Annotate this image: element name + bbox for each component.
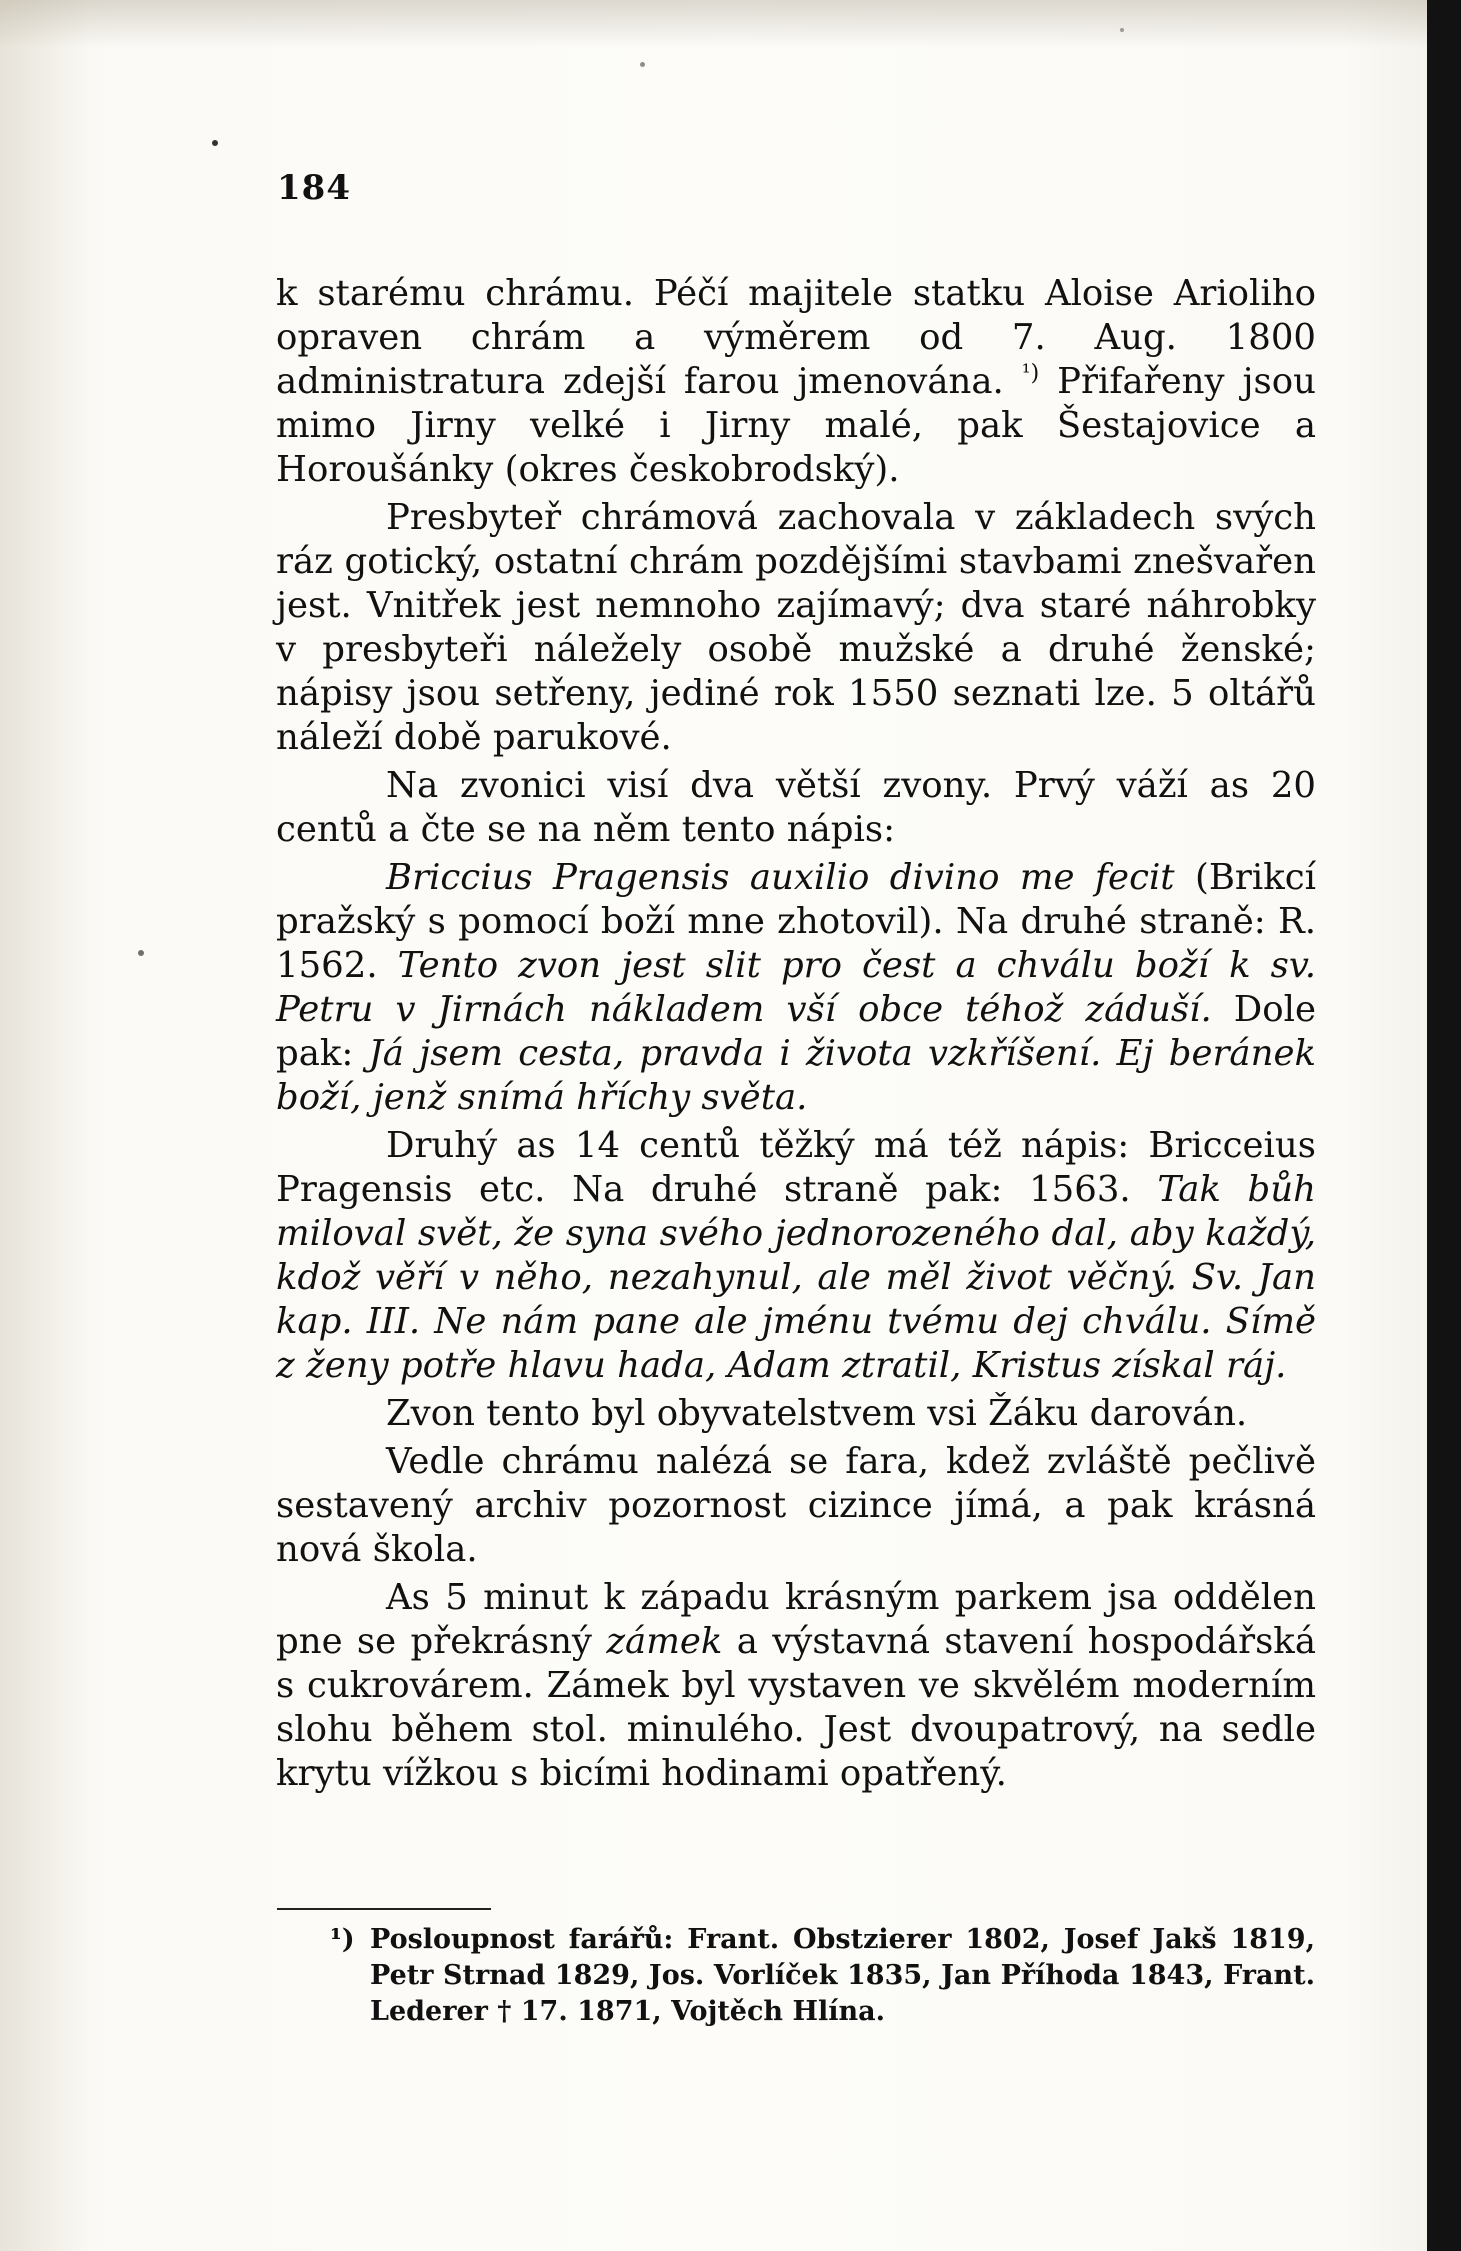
italic-text-segment: zámek	[606, 1621, 723, 1662]
text-segment: Přifařeny jsou mimo Jirny velké i Jirny malé, pak Šestajovice a Horoušánky (okres českobrodský).	[276, 361, 1316, 490]
paragraph	[276, 764, 1316, 852]
text-segment: Dole pak:	[276, 989, 1316, 1074]
scan-speck	[640, 62, 645, 67]
text-segment: k starému chrámu. Péčí majitele statku Aloise Arioliho opraven chrám a výměrem od 7. Aug. 1800 administratura zdejší farou jmenována.	[276, 273, 1316, 402]
footnote-reference: ¹)	[1021, 361, 1040, 387]
text-segment: Zvon tento byl obyvatelstvem vsi Žáku darován.	[386, 1393, 1248, 1434]
footnote-text: Posloupnost farářů: Frant. Obstzierer 1802, Josef Jakš 1819, Petr Strnad 1829, Jos. Vorlíček 1835, Jan Příhoda 1843, Frant. Lederer † 17. 1871, Vojtěch Hlína.	[370, 1924, 1315, 2027]
italic-text-segment: Tak bůh miloval svět, že syna svého jednorozeného dal, aby každý, kdož věří v něho, nezahynul, ale měl život věčný. Sv. Jan kap. III. Ne nám pane ale jménu tvému dej chválu. Símě z ženy potře hlavu hada, Adam ztratil, Kristus získal ráj.	[276, 1169, 1316, 1386]
text-segment: Druhý as 14 centů těžký má též nápis: Bricceius Pragensis etc. Na druhé straně pak: 1563.	[276, 1125, 1316, 1210]
italic-text-segment: Já jsem cesta, pravda i života vzkříšení. Ej beránek boží, jenž snímá hříchy světa.	[276, 1033, 1316, 1118]
paragraph	[276, 272, 1316, 492]
footnotes	[330, 1922, 1315, 2030]
page-left-shadow	[0, 0, 90, 2251]
scan-speck	[212, 140, 218, 146]
scan-speck	[1120, 28, 1124, 32]
paragraph	[276, 1124, 1316, 1388]
text-segment: (Brikcí pražský s pomocí boží mne zhotovil). Na druhé straně: R. 1562.	[276, 857, 1316, 986]
paragraph	[276, 496, 1316, 760]
footnote	[330, 1922, 1315, 2030]
paragraph	[276, 856, 1316, 1120]
text-segment: a výstavná stavení hospodářská s cukrovárem. Zámek byl vystaven ve skvělém moderním slohu během stol. minulého. Jest dvoupatrový, na sedle krytu vížkou s bicími hodinami opatřený.	[276, 1621, 1316, 1794]
scan-speck	[138, 950, 144, 956]
page-top-shadow	[0, 0, 1427, 48]
page-number: 184	[277, 168, 351, 208]
text-segment: Na zvonici visí dva větší zvony. Prvý váží as 20 centů a čte se na něm tento nápis:	[276, 765, 1316, 850]
text-segment: Vedle chrámu nalézá se fara, kdež zvláště pečlivě sestavený archiv pozornost cizince jímá, a pak krásná nová škola.	[276, 1441, 1316, 1570]
italic-text-segment: Tento zvon jest slit pro čest a chválu boží k sv. Petru v Jirnách nákladem vší obce téhož záduší.	[276, 945, 1316, 1030]
paragraph	[276, 1392, 1316, 1436]
paragraph	[276, 1440, 1316, 1572]
footnote-divider	[277, 1908, 491, 1910]
footnote-mark: ¹)	[330, 1924, 355, 1955]
text-segment: Presbyteř chrámová zachovala v základech svých ráz gotický, ostatní chrám pozdějšími stavbami znešvařen jest. Vnitřek jest nemnoho zajímavý; dva staré náhrobky v presbyteři náležely osobě mužské a druhé ženské; nápisy jsou setřeny, jediné rok 1550 seznati lze. 5 oltářů náleží době parukové.	[276, 497, 1316, 758]
scan-right-border	[1427, 0, 1461, 2251]
text-segment: As 5 minut k západu krásným parkem jsa oddělen pne se překrásný	[276, 1577, 1316, 1662]
italic-text-segment: Briccius Pragensis auxilio divino me fecit	[386, 857, 1175, 898]
paragraph	[276, 1576, 1316, 1796]
body-text	[276, 272, 1316, 1796]
